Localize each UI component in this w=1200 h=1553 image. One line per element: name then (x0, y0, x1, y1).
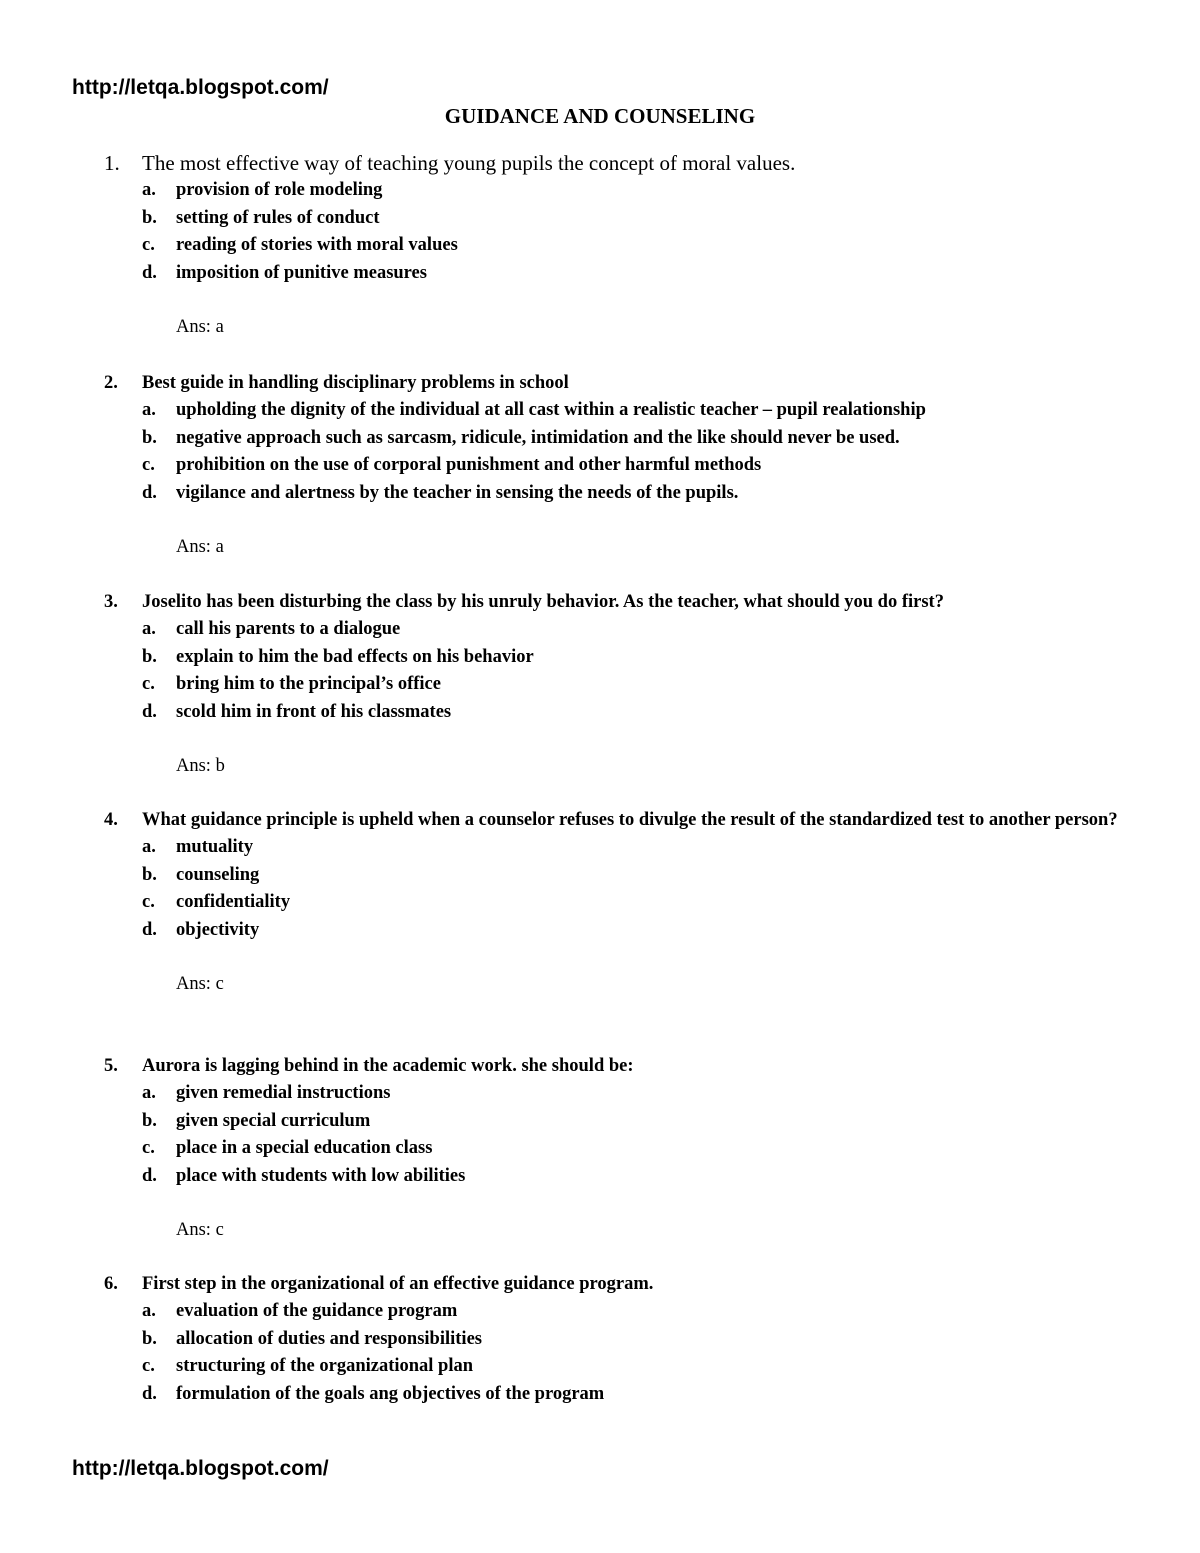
option-letter: b. (142, 864, 157, 885)
option-text: call his parents to a dialogue (176, 619, 401, 640)
option-c (142, 232, 1144, 259)
option-a (142, 397, 1144, 424)
option-letter: b. (142, 1328, 157, 1349)
answer: Ans: c (176, 974, 224, 995)
option-letter: d. (142, 262, 157, 283)
answer: Ans: a (176, 537, 224, 558)
question-1 (104, 150, 1144, 341)
option-letter: a. (142, 1083, 156, 1104)
question-text: Best guide in handling disciplinary problems in school (142, 373, 569, 393)
option-letter: c. (142, 1356, 155, 1377)
option-text: upholding the dignity of the individual at all cast within a realistic teacher – pupil realationship (176, 400, 926, 421)
header-url[interactable]: http://letqa.blogspot.com/ (72, 76, 329, 99)
option-letter: b. (142, 427, 157, 448)
option-text: prohibition on the use of corporal punishment and other harmful methods (176, 455, 762, 476)
option-letter: c. (142, 235, 155, 256)
question-text: First step in the organizational of an effective guidance program. (142, 1274, 654, 1294)
option-letter: a. (142, 619, 156, 640)
option-d (142, 1163, 1144, 1190)
question-6 (104, 1271, 1144, 1408)
option-letter: d. (142, 701, 157, 722)
answer: Ans: a (176, 317, 224, 338)
option-d (142, 480, 1144, 507)
option-d (142, 699, 1144, 726)
option-b (142, 1108, 1144, 1135)
option-d (142, 917, 1144, 944)
footer-url[interactable]: http://letqa.blogspot.com/ (72, 1457, 329, 1480)
option-text: provision of role modeling (176, 180, 383, 201)
question-text: What guidance principle is upheld when a counselor refuses to divulge the result of the standardized test to another person? (142, 810, 1118, 830)
option-letter: d. (142, 1165, 157, 1186)
option-text: reading of stories with moral values (176, 235, 458, 256)
option-letter: b. (142, 1110, 157, 1131)
option-c (142, 452, 1144, 479)
option-text: setting of rules of conduct (176, 207, 380, 228)
option-c (142, 1135, 1144, 1162)
option-a (142, 616, 1144, 643)
option-c (142, 671, 1144, 698)
option-text: mutuality (176, 837, 254, 858)
question-4 (104, 807, 1144, 998)
option-text: counseling (176, 864, 260, 885)
question-number: 3. (104, 592, 118, 612)
option-text: structuring of the organizational plan (176, 1356, 474, 1377)
option-b (142, 644, 1144, 671)
option-a (142, 1080, 1144, 1107)
question-text: Joselito has been disturbing the class by his unruly behavior. As the teacher, what should you do first? (142, 592, 944, 612)
answer: Ans: b (176, 756, 225, 777)
option-letter: b. (142, 207, 157, 228)
option-a (142, 177, 1144, 204)
question-3 (104, 589, 1144, 780)
option-text: bring him to the principal’s office (176, 674, 441, 695)
page-title: GUIDANCE AND COUNSELING (444, 104, 756, 128)
question-2 (104, 370, 1144, 561)
option-a (142, 834, 1144, 861)
option-text: vigilance and alertness by the teacher in sensing the needs of the pupils. (176, 482, 739, 503)
option-text: imposition of punitive measures (176, 262, 427, 283)
option-b (142, 862, 1144, 889)
option-text: evaluation of the guidance program (176, 1301, 458, 1322)
question-text: The most effective way of teaching young pupils the concept of moral values. (142, 151, 796, 175)
question-text: Aurora is lagging behind in the academic work. she should be: (142, 1056, 634, 1076)
option-letter: c. (142, 455, 155, 476)
option-letter: b. (142, 646, 157, 667)
option-letter: c. (142, 892, 155, 913)
option-b (142, 425, 1144, 452)
option-d (142, 1381, 1144, 1408)
question-number: 6. (104, 1274, 118, 1294)
option-letter: d. (142, 1383, 157, 1404)
option-letter: a. (142, 400, 156, 421)
option-text: objectivity (176, 919, 260, 940)
option-b (142, 1326, 1144, 1353)
option-text: formulation of the goals ang objectives of the program (176, 1383, 605, 1404)
option-text: confidentiality (176, 892, 291, 913)
question-number: 2. (104, 373, 118, 393)
option-text: place in a special education class (176, 1138, 433, 1159)
option-text: place with students with low abilities (176, 1165, 466, 1186)
question-5 (104, 1053, 1144, 1244)
option-b (142, 205, 1144, 232)
option-text: negative approach such as sarcasm, ridicule, intimidation and the like should never be used. (176, 427, 900, 448)
option-c (142, 889, 1144, 916)
option-letter: a. (142, 837, 156, 858)
question-number: 4. (104, 810, 118, 830)
option-letter: a. (142, 180, 156, 201)
option-letter: a. (142, 1301, 156, 1322)
option-text: given special curriculum (176, 1110, 371, 1131)
option-d (142, 260, 1144, 287)
option-text: explain to him the bad effects on his behavior (176, 646, 534, 667)
option-a (142, 1298, 1144, 1325)
option-letter: c. (142, 1138, 155, 1159)
option-letter: d. (142, 482, 157, 503)
option-letter: c. (142, 674, 155, 695)
option-text: allocation of duties and responsibilities (176, 1328, 482, 1349)
question-number: 5. (104, 1056, 118, 1076)
option-text: given remedial instructions (176, 1083, 391, 1104)
option-c (142, 1353, 1144, 1380)
option-text: scold him in front of his classmates (176, 701, 452, 722)
answer: Ans: c (176, 1220, 224, 1241)
option-letter: d. (142, 919, 157, 940)
question-number: 1. (104, 151, 120, 175)
